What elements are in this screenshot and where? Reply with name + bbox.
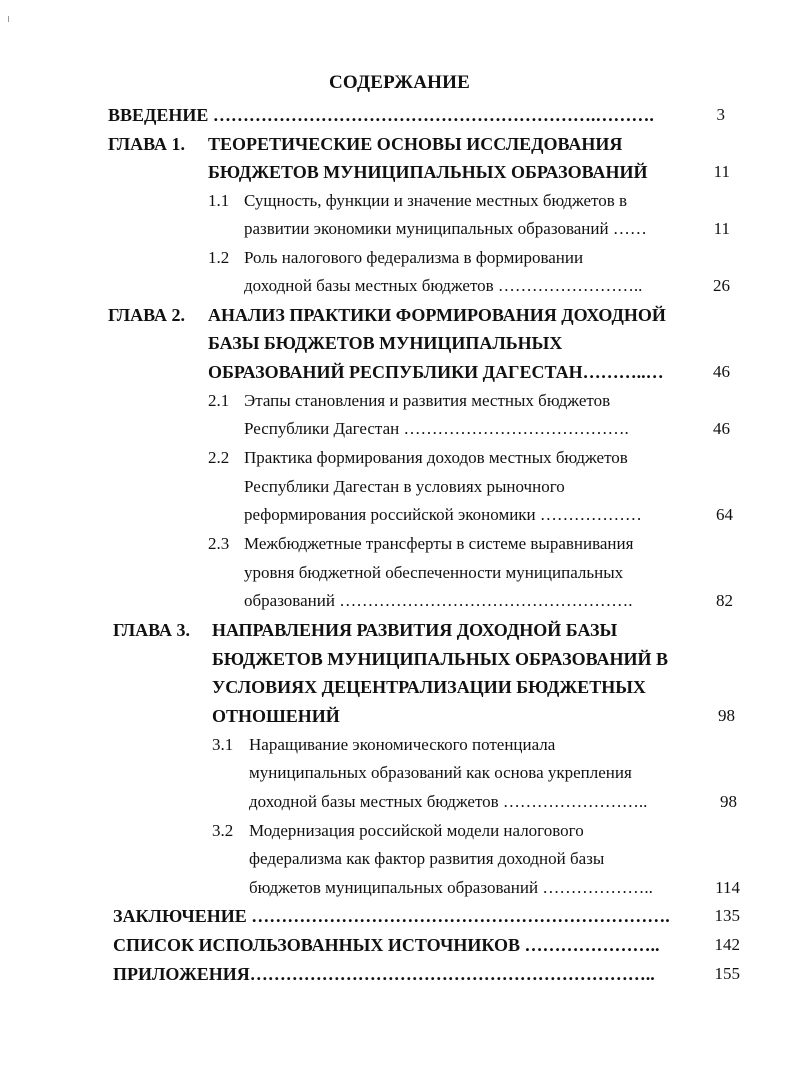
toc-sources-page: 142 — [714, 935, 740, 954]
toc-3-2-page: 114 — [715, 878, 740, 897]
toc-3-1-line2: муниципальных образований как основа укрепления — [249, 763, 632, 782]
toc-appendix: ПРИЛОЖЕНИЯ………………………………………………………….. — [113, 964, 655, 984]
toc-2-2-line3: реформирования российской экономики ……………… — [244, 505, 642, 524]
toc-intro: ВВЕДЕНИЕ ……………………………………………………….………. — [108, 105, 654, 125]
toc-ch3-title-line4: ОТНОШЕНИЙ — [212, 706, 340, 726]
toc-ch3-title-line3: УСЛОВИЯХ ДЕЦЕНТРАЛИЗАЦИИ БЮДЖЕТНЫХ — [212, 677, 646, 697]
toc-1-2-line2: доходной базы местных бюджетов …………………….. — [244, 276, 643, 295]
toc-ch1-title-line1: ТЕОРЕТИЧЕСКИЕ ОСНОВЫ ИССЛЕДОВАНИЯ — [208, 134, 623, 154]
toc-ch2-title-line2: БАЗЫ БЮДЖЕТОВ МУНИЦИПАЛЬНЫХ — [208, 333, 563, 353]
toc-1-2-line1: Роль налогового федерализма в формировании — [244, 248, 584, 267]
toc-conclusion-page: 135 — [714, 906, 740, 925]
toc-intro-page: 3 — [716, 105, 725, 124]
toc-1-1-number: 1.1 — [208, 191, 230, 210]
toc-3-2-line1: Модернизация российской модели налогового — [249, 821, 584, 840]
page-title: СОДЕРЖАНИЕ — [329, 72, 470, 93]
toc-2-1-page: 46 — [713, 419, 730, 438]
toc-1-2-page: 26 — [713, 276, 730, 295]
toc-2-1-line1: Этапы становления и развития местных бюджетов — [244, 391, 611, 410]
toc-2-2-number: 2.2 — [208, 448, 230, 467]
toc-1-1-line2: развитии экономики муниципальных образований …… — [244, 219, 647, 238]
scan-artifact — [8, 16, 9, 22]
toc-1-2-number: 1.2 — [208, 248, 230, 267]
toc-2-2-line2: Республики Дагестан в условиях рыночного — [244, 477, 565, 496]
toc-ch1-page: 11 — [713, 162, 730, 181]
toc-2-3-number: 2.3 — [208, 534, 230, 553]
toc-3-1-line1: Наращивание экономического потенциала — [249, 735, 556, 754]
toc-3-2-number: 3.2 — [212, 821, 234, 840]
toc-2-3-line3: образований ……………………………………………. — [244, 591, 633, 610]
toc-ch3-title-line2: БЮДЖЕТОВ МУНИЦИПАЛЬНЫХ ОБРАЗОВАНИЙ В — [212, 649, 668, 669]
toc-2-1-line2: Республики Дагестан …………………………………. — [244, 419, 629, 438]
toc-appendix-page: 155 — [714, 964, 740, 983]
toc-3-2-line3: бюджетов муниципальных образований ……………….. — [249, 878, 653, 897]
toc-ch1-title-line2: БЮДЖЕТОВ МУНИЦИПАЛЬНЫХ ОБРАЗОВАНИЙ — [208, 162, 648, 182]
toc-ch3-page: 98 — [718, 706, 735, 725]
toc-3-2-line2: федерализма как фактор развития доходной базы — [249, 849, 605, 868]
toc-ch1-label: ГЛАВА 1. — [108, 134, 186, 154]
toc-2-2-page: 64 — [716, 505, 733, 524]
toc-2-3-page: 82 — [716, 591, 733, 610]
toc-ch3-title-line1: НАПРАВЛЕНИЯ РАЗВИТИЯ ДОХОДНОЙ БАЗЫ — [212, 620, 618, 640]
toc-ch3-label: ГЛАВА 3. — [113, 620, 191, 640]
toc-1-1-line1: Сущность, функции и значение местных бюджетов в — [244, 191, 628, 210]
toc-2-3-line1: Межбюджетные трансферты в системе выравнивания — [244, 534, 634, 553]
toc-ch2-page: 46 — [713, 362, 730, 381]
toc-3-1-page: 98 — [720, 792, 737, 811]
toc-ch2-title-line3: ОБРАЗОВАНИЙ РЕСПУБЛИКИ ДАГЕСТАН………..… — [208, 362, 664, 382]
toc-2-2-line1: Практика формирования доходов местных бюджетов — [244, 448, 628, 467]
toc-1-1-page: 11 — [713, 219, 730, 238]
toc-3-1-line3: доходной базы местных бюджетов …………………….. — [249, 792, 648, 811]
toc-conclusion: ЗАКЛЮЧЕНИЕ ……………………………………………………………. — [113, 906, 670, 926]
toc-ch2-title-line1: АНАЛИЗ ПРАКТИКИ ФОРМИРОВАНИЯ ДОХОДНОЙ — [208, 305, 666, 325]
toc-sources: СПИСОК ИСПОЛЬЗОВАННЫХ ИСТОЧНИКОВ ………………….. — [113, 935, 660, 955]
toc-3-1-number: 3.1 — [212, 735, 234, 754]
toc-2-3-line2: уровня бюджетной обеспеченности муниципальных — [244, 563, 624, 582]
toc-ch2-label: ГЛАВА 2. — [108, 305, 186, 325]
toc-2-1-number: 2.1 — [208, 391, 230, 410]
